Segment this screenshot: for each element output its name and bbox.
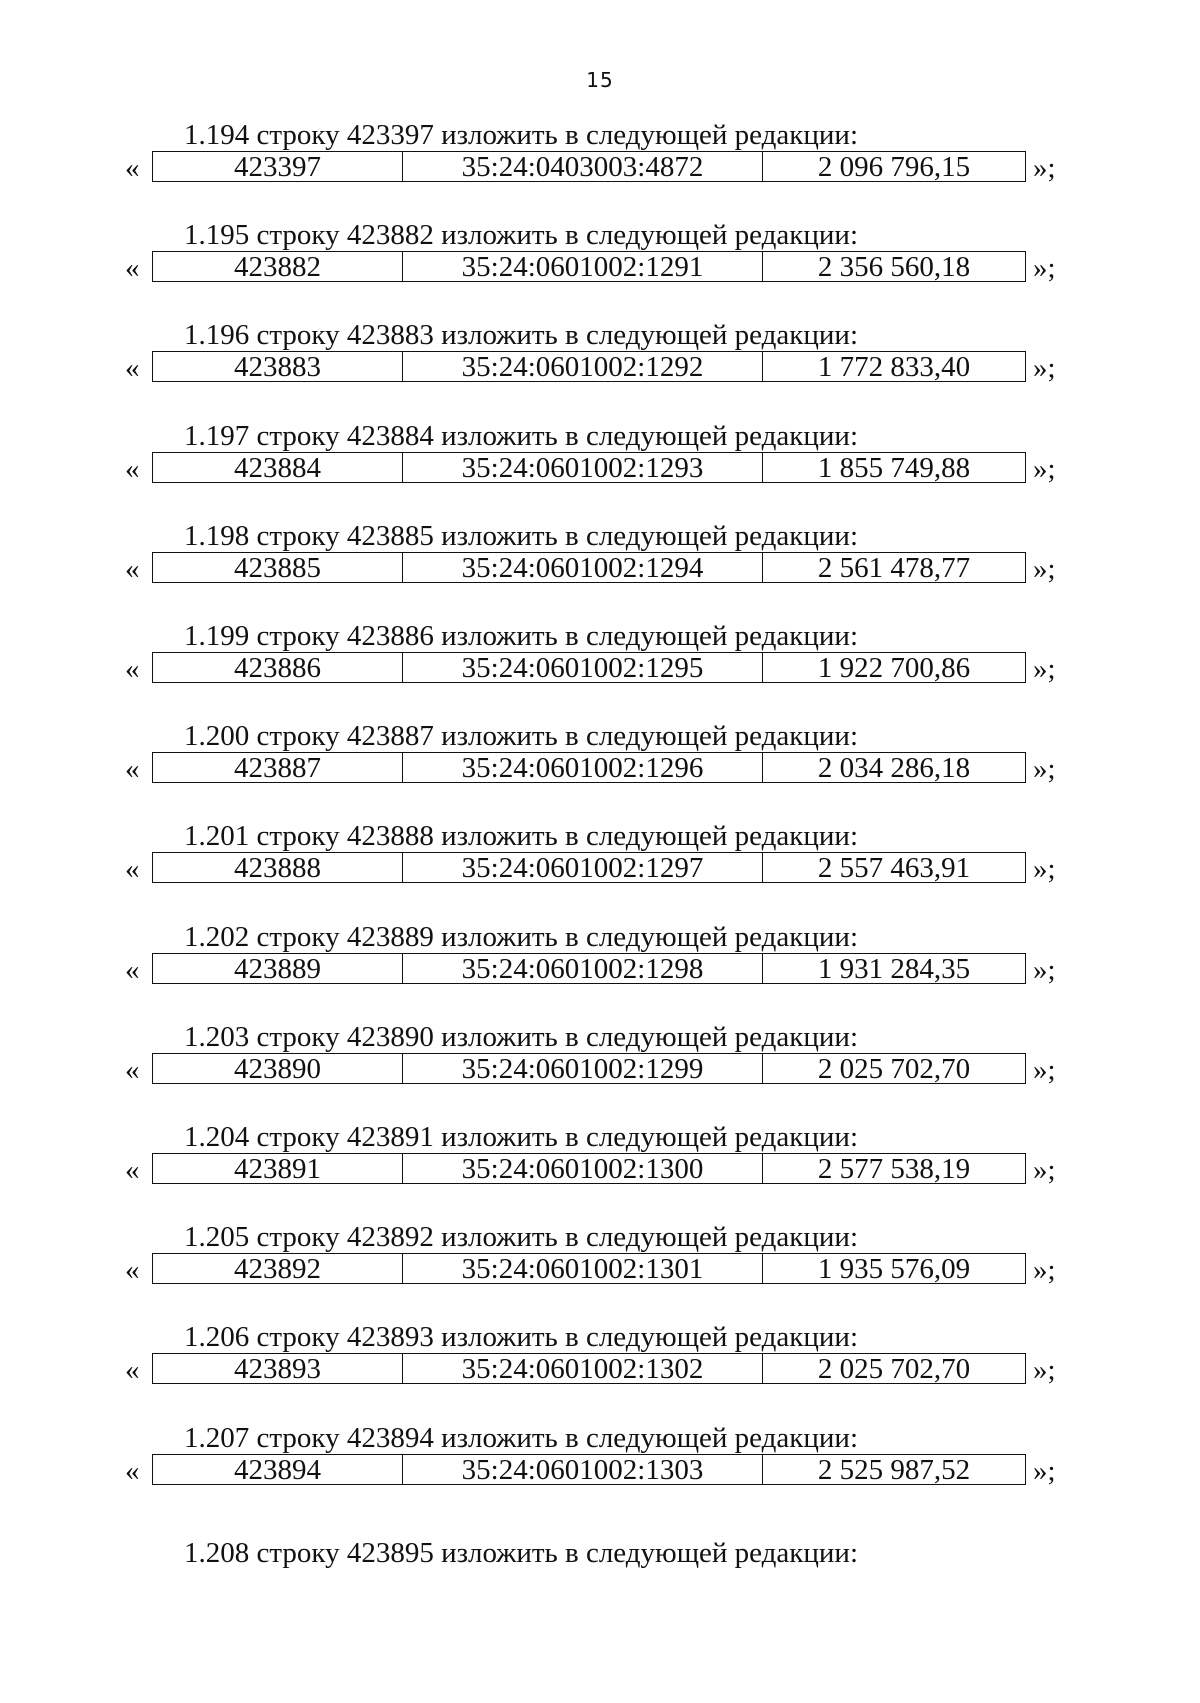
quote-open: « — [125, 553, 140, 585]
table-row — [152, 1153, 1026, 1184]
cadastral-value-cell: 2 025 702,70 — [817, 1054, 971, 1083]
row-number-cell: 423887 — [153, 753, 403, 782]
cadastral-number-cell: 35:24:0601002:1298 — [403, 954, 763, 983]
cadastral-number-cell: 35:24:0601002:1292 — [403, 352, 763, 381]
table-row — [152, 953, 1026, 984]
quote-open: « — [125, 252, 140, 284]
entry-heading: 1.197 строку 423884 изложить в следующей редакции: — [184, 420, 858, 452]
cadastral-value-cell: 2 525 987,52 — [817, 1455, 971, 1484]
cadastral-number-cell: 35:24:0403003:4872 — [403, 152, 763, 181]
cadastral-number-cell: 35:24:0601002:1299 — [403, 1054, 763, 1083]
quote-close: »; — [1033, 1154, 1056, 1186]
row-number-cell: 423883 — [153, 352, 403, 381]
table-row — [152, 852, 1026, 883]
row-number-cell: 423892 — [153, 1254, 403, 1283]
quote-close: »; — [1033, 753, 1056, 785]
cadastral-number-cell: 35:24:0601002:1291 — [403, 252, 763, 281]
table-row — [152, 552, 1026, 583]
row-number-cell: 423893 — [153, 1354, 403, 1383]
amendment-entry — [0, 1020, 1200, 1110]
entry-heading: 1.201 строку 423888 изложить в следующей редакции: — [184, 820, 858, 852]
row-number-cell: 423888 — [153, 853, 403, 882]
row-number-cell: 423894 — [153, 1455, 403, 1484]
row-number-cell: 423886 — [153, 653, 403, 682]
table-row — [152, 1353, 1026, 1384]
table-row — [152, 452, 1026, 483]
amendment-entry — [0, 118, 1200, 208]
amendment-entry — [0, 419, 1200, 509]
quote-open: « — [125, 753, 140, 785]
table-row — [152, 251, 1026, 282]
amendment-entry — [0, 920, 1200, 1010]
entry-heading: 1.198 строку 423885 изложить в следующей редакции: — [184, 520, 858, 552]
entry-heading: 1.202 строку 423889 изложить в следующей редакции: — [184, 921, 858, 953]
quote-close: »; — [1033, 553, 1056, 585]
amendment-entry — [0, 1120, 1200, 1210]
quote-open: « — [125, 954, 140, 986]
quote-open: « — [125, 653, 140, 685]
cadastral-number-cell: 35:24:0601002:1295 — [403, 653, 763, 682]
cadastral-value-cell: 1 772 833,40 — [817, 352, 971, 381]
amendment-entry — [0, 1320, 1200, 1410]
amendment-entry — [0, 519, 1200, 609]
quote-open: « — [125, 1354, 140, 1386]
cadastral-value-cell: 2 557 463,91 — [817, 853, 971, 882]
amendment-entry — [0, 819, 1200, 909]
page-number: 15 — [586, 68, 614, 92]
entry-heading: 1.203 строку 423890 изложить в следующей редакции: — [184, 1021, 858, 1053]
quote-close: »; — [1033, 653, 1056, 685]
amendment-entry — [0, 218, 1200, 308]
quote-close: »; — [1033, 1354, 1056, 1386]
entry-heading: 1.206 строку 423893 изложить в следующей редакции: — [184, 1321, 858, 1353]
quote-open: « — [125, 453, 140, 485]
table-row — [152, 351, 1026, 382]
cadastral-number-cell: 35:24:0601002:1296 — [403, 753, 763, 782]
row-number-cell: 423889 — [153, 954, 403, 983]
table-row — [152, 1053, 1026, 1084]
table-row — [152, 1454, 1026, 1485]
cadastral-number-cell: 35:24:0601002:1301 — [403, 1254, 763, 1283]
entry-heading: 1.204 строку 423891 изложить в следующей редакции: — [184, 1121, 858, 1153]
cadastral-value-cell: 2 096 796,15 — [817, 152, 971, 181]
cadastral-number-cell: 35:24:0601002:1294 — [403, 553, 763, 582]
entry-heading: 1.207 строку 423894 изложить в следующей редакции: — [184, 1422, 858, 1454]
row-number-cell: 423884 — [153, 453, 403, 482]
cadastral-value-cell: 1 855 749,88 — [817, 453, 971, 482]
cadastral-value-cell: 1 931 284,35 — [817, 954, 971, 983]
quote-close: »; — [1033, 1054, 1056, 1086]
quote-close: »; — [1033, 352, 1056, 384]
entry-heading: 1.199 строку 423886 изложить в следующей редакции: — [184, 620, 858, 652]
quote-open: « — [125, 1455, 140, 1487]
cadastral-value-cell: 2 561 478,77 — [817, 553, 971, 582]
row-number-cell: 423890 — [153, 1054, 403, 1083]
amendment-entry — [0, 318, 1200, 408]
entry-heading: 1.195 строку 423882 изложить в следующей редакции: — [184, 219, 858, 251]
row-number-cell: 423891 — [153, 1154, 403, 1183]
row-number-cell: 423885 — [153, 553, 403, 582]
quote-close: »; — [1033, 1455, 1056, 1487]
quote-close: »; — [1033, 453, 1056, 485]
row-number-cell: 423397 — [153, 152, 403, 181]
final-entry-heading: 1.208 строку 423895 изложить в следующей редакции: — [184, 1537, 858, 1569]
quote-open: « — [125, 152, 140, 184]
table-row — [152, 752, 1026, 783]
cadastral-value-cell: 2 356 560,18 — [817, 252, 971, 281]
quote-close: »; — [1033, 252, 1056, 284]
quote-close: »; — [1033, 954, 1056, 986]
cadastral-number-cell: 35:24:0601002:1302 — [403, 1354, 763, 1383]
cadastral-value-cell: 2 577 538,19 — [817, 1154, 971, 1183]
quote-close: »; — [1033, 853, 1056, 885]
cadastral-value-cell: 1 935 576,09 — [817, 1254, 971, 1283]
quote-open: « — [125, 1054, 140, 1086]
quote-close: »; — [1033, 152, 1056, 184]
quote-open: « — [125, 853, 140, 885]
cadastral-value-cell: 1 922 700,86 — [817, 653, 971, 682]
cadastral-number-cell: 35:24:0601002:1293 — [403, 453, 763, 482]
amendment-entry — [0, 719, 1200, 809]
quote-open: « — [125, 1154, 140, 1186]
entry-heading: 1.196 строку 423883 изложить в следующей редакции: — [184, 319, 858, 351]
amendment-entry — [0, 1220, 1200, 1310]
entry-heading: 1.194 строку 423397 изложить в следующей редакции: — [184, 119, 858, 151]
row-number-cell: 423882 — [153, 252, 403, 281]
quote-close: »; — [1033, 1254, 1056, 1286]
cadastral-number-cell: 35:24:0601002:1303 — [403, 1455, 763, 1484]
entry-heading: 1.200 строку 423887 изложить в следующей редакции: — [184, 720, 858, 752]
cadastral-value-cell: 2 034 286,18 — [817, 753, 971, 782]
cadastral-number-cell: 35:24:0601002:1300 — [403, 1154, 763, 1183]
cadastral-number-cell: 35:24:0601002:1297 — [403, 853, 763, 882]
cadastral-value-cell: 2 025 702,70 — [817, 1354, 971, 1383]
table-row — [152, 1253, 1026, 1284]
table-row — [152, 652, 1026, 683]
quote-open: « — [125, 352, 140, 384]
quote-open: « — [125, 1254, 140, 1286]
entry-heading: 1.205 строку 423892 изложить в следующей редакции: — [184, 1221, 858, 1253]
amendment-entry — [0, 1421, 1200, 1511]
table-row — [152, 151, 1026, 182]
amendment-entry — [0, 619, 1200, 709]
